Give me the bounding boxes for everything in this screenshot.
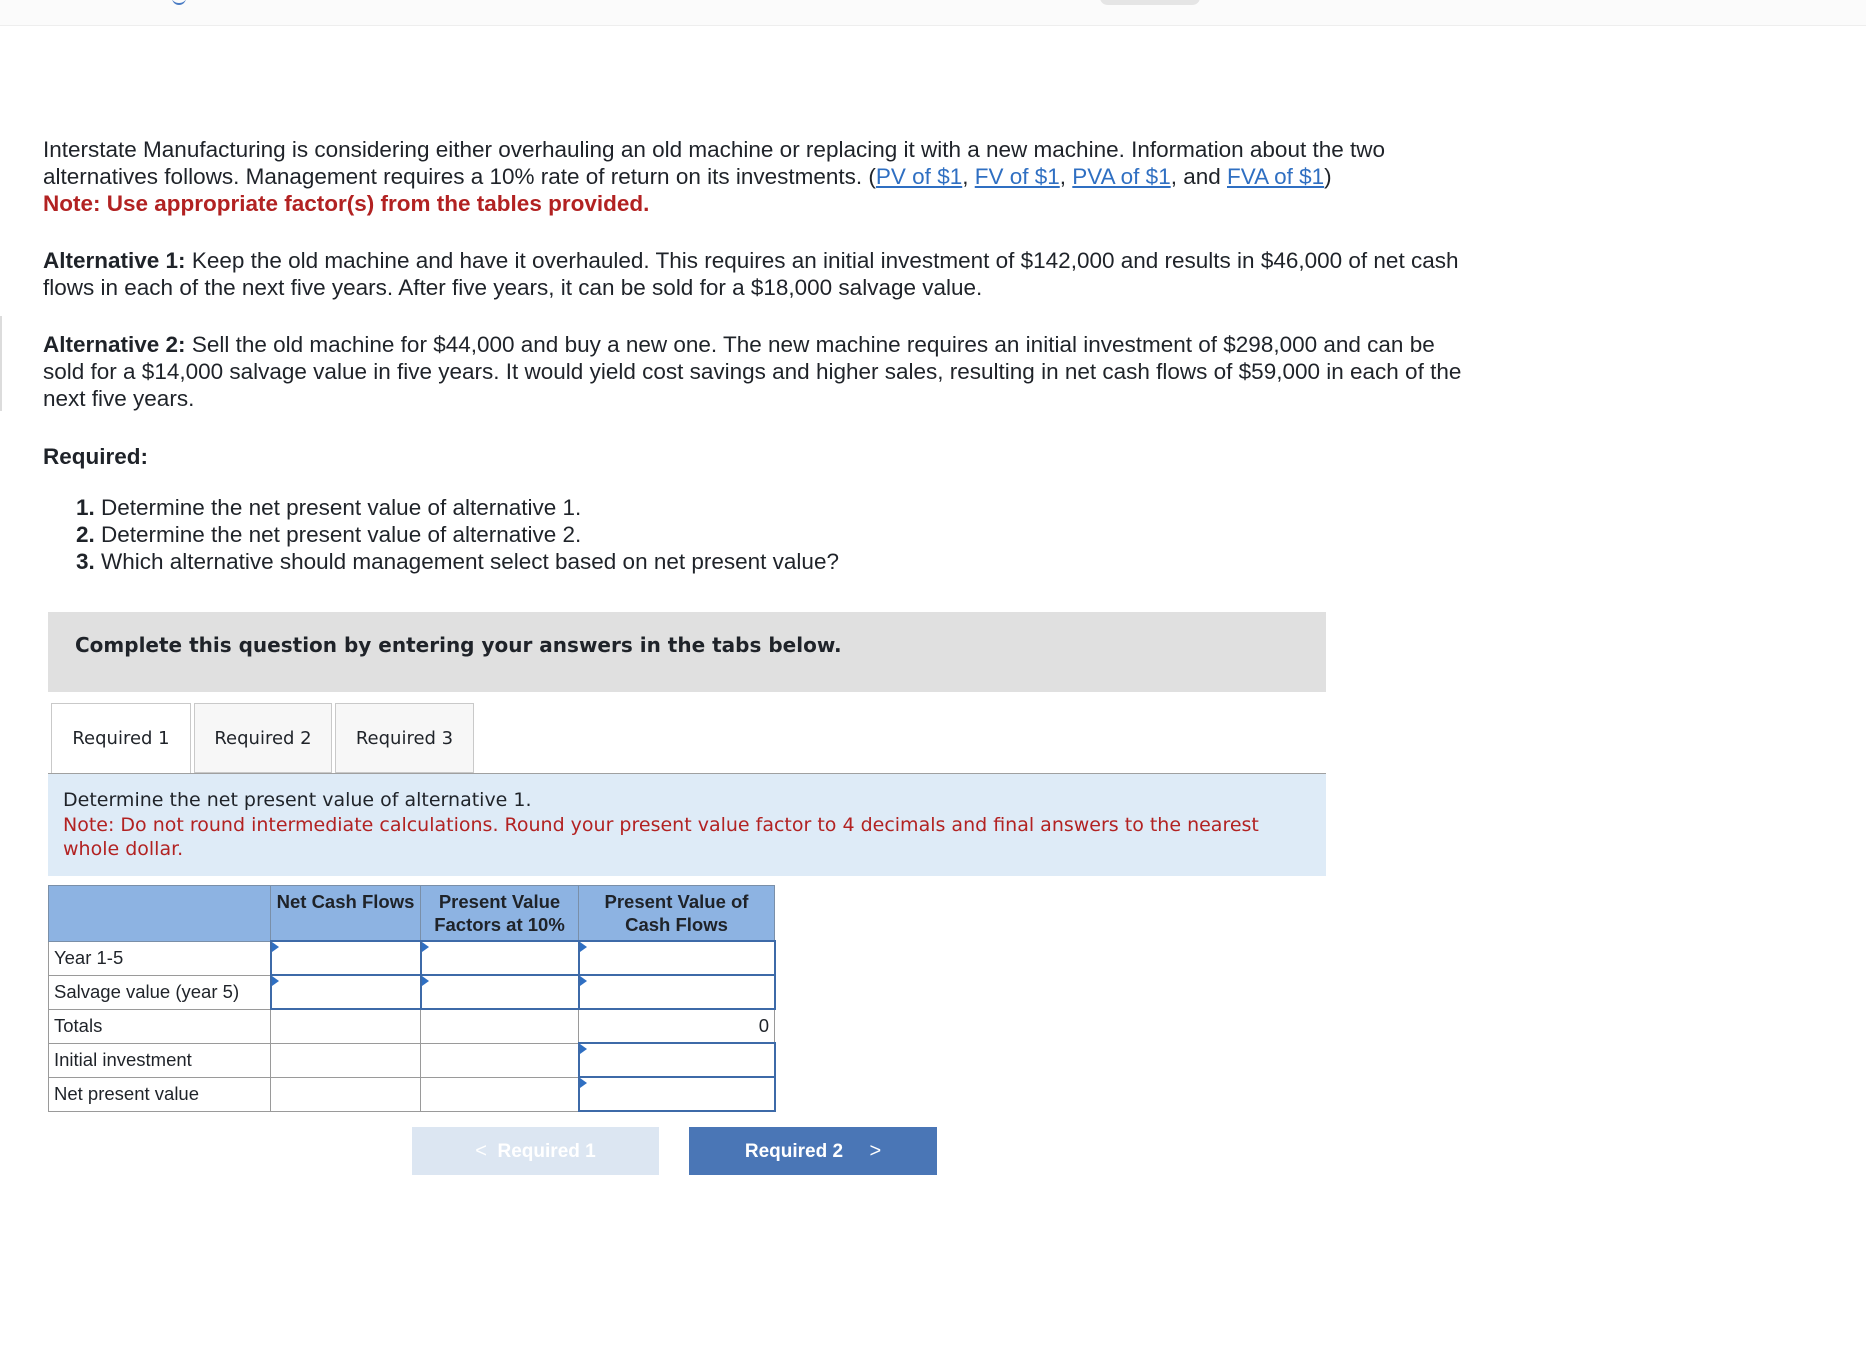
item-number: 1. [76, 495, 95, 520]
input-marker-icon [422, 976, 429, 986]
year-1-5-pv-factor-input[interactable] [422, 942, 578, 974]
table-row [49, 1009, 775, 1043]
salvage-pv-factor-input[interactable] [422, 976, 578, 1008]
chevron-left-icon: < [475, 1140, 487, 1162]
table-row [49, 941, 775, 975]
year-1-5-pv-cash-flows-input[interactable] [580, 942, 774, 974]
empty-cell [271, 1043, 421, 1077]
year-1-5-net-cash-flows-input[interactable] [272, 942, 420, 974]
question-instructions [48, 774, 1326, 876]
empty-cell [271, 1077, 421, 1111]
problem-intro-line-1: Interstate Manufacturing is considering either overhauling an old machine or replacing it with a new machine. Information about the [43, 137, 1344, 162]
instructions-banner [48, 612, 1326, 692]
net-present-value-input[interactable] [580, 1078, 774, 1110]
year-1-5-net-cash-flows-cell[interactable] [271, 941, 421, 975]
instructions-banner-text: Complete this question by entering your answers in the tabs below. [75, 633, 842, 657]
tab-required-2[interactable]: Required 2 [194, 703, 332, 773]
tab-required-3[interactable]: Required 3 [335, 703, 474, 773]
scroll-handle[interactable] [1100, 0, 1200, 5]
problem-statement [43, 136, 1463, 217]
fva-of-1-link[interactable]: FVA of $1 [1227, 164, 1325, 189]
header-net-cash-flows: Net Cash Flows [271, 886, 421, 942]
row-label-initial-investment: Initial investment [49, 1043, 271, 1077]
header-pv-cash-flows: Present Value of Cash Flows [579, 886, 775, 942]
prev-tab-label: Required 1 [497, 1141, 596, 1162]
initial-investment-cell[interactable] [579, 1043, 775, 1077]
required-item-2 [76, 521, 839, 548]
item-number: 3. [76, 549, 95, 574]
chevron-right-icon: > [869, 1140, 882, 1162]
problem-intro-line-2: two alternatives follows. Management requires a 10% rate of return on its investments. ( [43, 137, 1386, 189]
input-marker-icon [580, 1044, 587, 1054]
fv-of-1-link[interactable]: FV of $1 [974, 164, 1060, 189]
year-1-5-pv-factor-cell[interactable] [421, 941, 579, 975]
table-header-row [49, 886, 775, 942]
item-text: Which alternative should management select based on net present value? [94, 549, 839, 574]
input-marker-icon [422, 942, 429, 952]
totals-pv-cash-flows-value: 0 [579, 1009, 775, 1043]
empty-cell [421, 1043, 579, 1077]
npv-table [48, 885, 776, 1112]
net-present-value-cell[interactable] [579, 1077, 775, 1111]
empty-cell [421, 1009, 579, 1043]
question-text: Determine the net present value of alternative 1. [63, 789, 532, 811]
separator: , and [1170, 164, 1227, 189]
table-row [49, 1043, 775, 1077]
row-label-salvage: Salvage value (year 5) [49, 975, 271, 1009]
input-marker-icon [580, 1078, 587, 1088]
item-text: Determine the net present value of alternative 2. [94, 522, 582, 547]
alternative-1-text: Keep the old machine and have it overhauled. This requires an initial investment of $142,000 and results in $46,000 of net cash flows in each of the next five years. After five years, it can be sold for a $18,000 salvage value. [43, 248, 1459, 300]
separator: , [962, 164, 975, 189]
input-marker-icon [272, 976, 279, 986]
salvage-pv-factor-cell[interactable] [421, 975, 579, 1009]
required-item-1 [76, 494, 839, 521]
initial-investment-input[interactable] [580, 1044, 774, 1076]
empty-cell [421, 1077, 579, 1111]
factor-note: Note: Use appropriate factor(s) from the tables provided. [43, 191, 650, 216]
salvage-pv-cash-flows-cell[interactable] [579, 975, 775, 1009]
next-tab-button[interactable] [689, 1127, 937, 1175]
empty-cell [271, 1009, 421, 1043]
alternative-2-text: Sell the old machine for $44,000 and buy a new one. The new machine requires an initial investment of $298,000 and can be sold for a $14,000 salvage value in five years. It would yield cost savings and higher sales, resulting in net cash flows of $59,000 in each of the next five years. [43, 332, 1462, 411]
progress-indicator-icon [172, 0, 186, 5]
top-bar [0, 0, 1866, 26]
row-label-net-present-value: Net present value [49, 1077, 271, 1111]
item-text: Determine the net present value of alternative 1. [94, 495, 582, 520]
alternative-2-label: Alternative 2: [43, 332, 186, 357]
prev-tab-button [412, 1127, 659, 1175]
salvage-pv-cash-flows-input[interactable] [580, 976, 774, 1008]
row-label-totals: Totals [49, 1009, 271, 1043]
pva-of-1-link[interactable]: PVA of $1 [1072, 164, 1171, 189]
left-edge-marker [0, 316, 2, 411]
rounding-note: Note: Do not round intermediate calculations. Round your present value factor to 4 decimals and final answers to the nearest whole dollar. [63, 814, 1259, 860]
row-label-year-1-5: Year 1-5 [49, 941, 271, 975]
separator: ) [1324, 164, 1332, 189]
required-item-3 [76, 548, 839, 575]
header-pv-factors: Present Value Factors at 10% [421, 886, 579, 942]
tab-required-1[interactable]: Required 1 [51, 703, 191, 775]
table-row [49, 975, 775, 1009]
input-marker-icon [272, 942, 279, 952]
pv-of-1-link[interactable]: PV of $1 [875, 164, 963, 189]
item-number: 2. [76, 522, 95, 547]
separator: , [1059, 164, 1073, 189]
salvage-net-cash-flows-cell[interactable] [271, 975, 421, 1009]
year-1-5-pv-cash-flows-cell[interactable] [579, 941, 775, 975]
table-row [49, 1077, 775, 1111]
next-tab-label: Required 2 [744, 1141, 844, 1162]
input-marker-icon [580, 976, 587, 986]
alternative-2 [43, 331, 1463, 412]
header-label [49, 886, 271, 942]
alternative-1 [43, 247, 1463, 301]
required-heading: Required: [43, 444, 149, 469]
alternative-1-label: Alternative 1: [43, 248, 186, 273]
required-list [76, 494, 839, 575]
input-marker-icon [580, 942, 587, 952]
salvage-net-cash-flows-input[interactable] [272, 976, 420, 1008]
